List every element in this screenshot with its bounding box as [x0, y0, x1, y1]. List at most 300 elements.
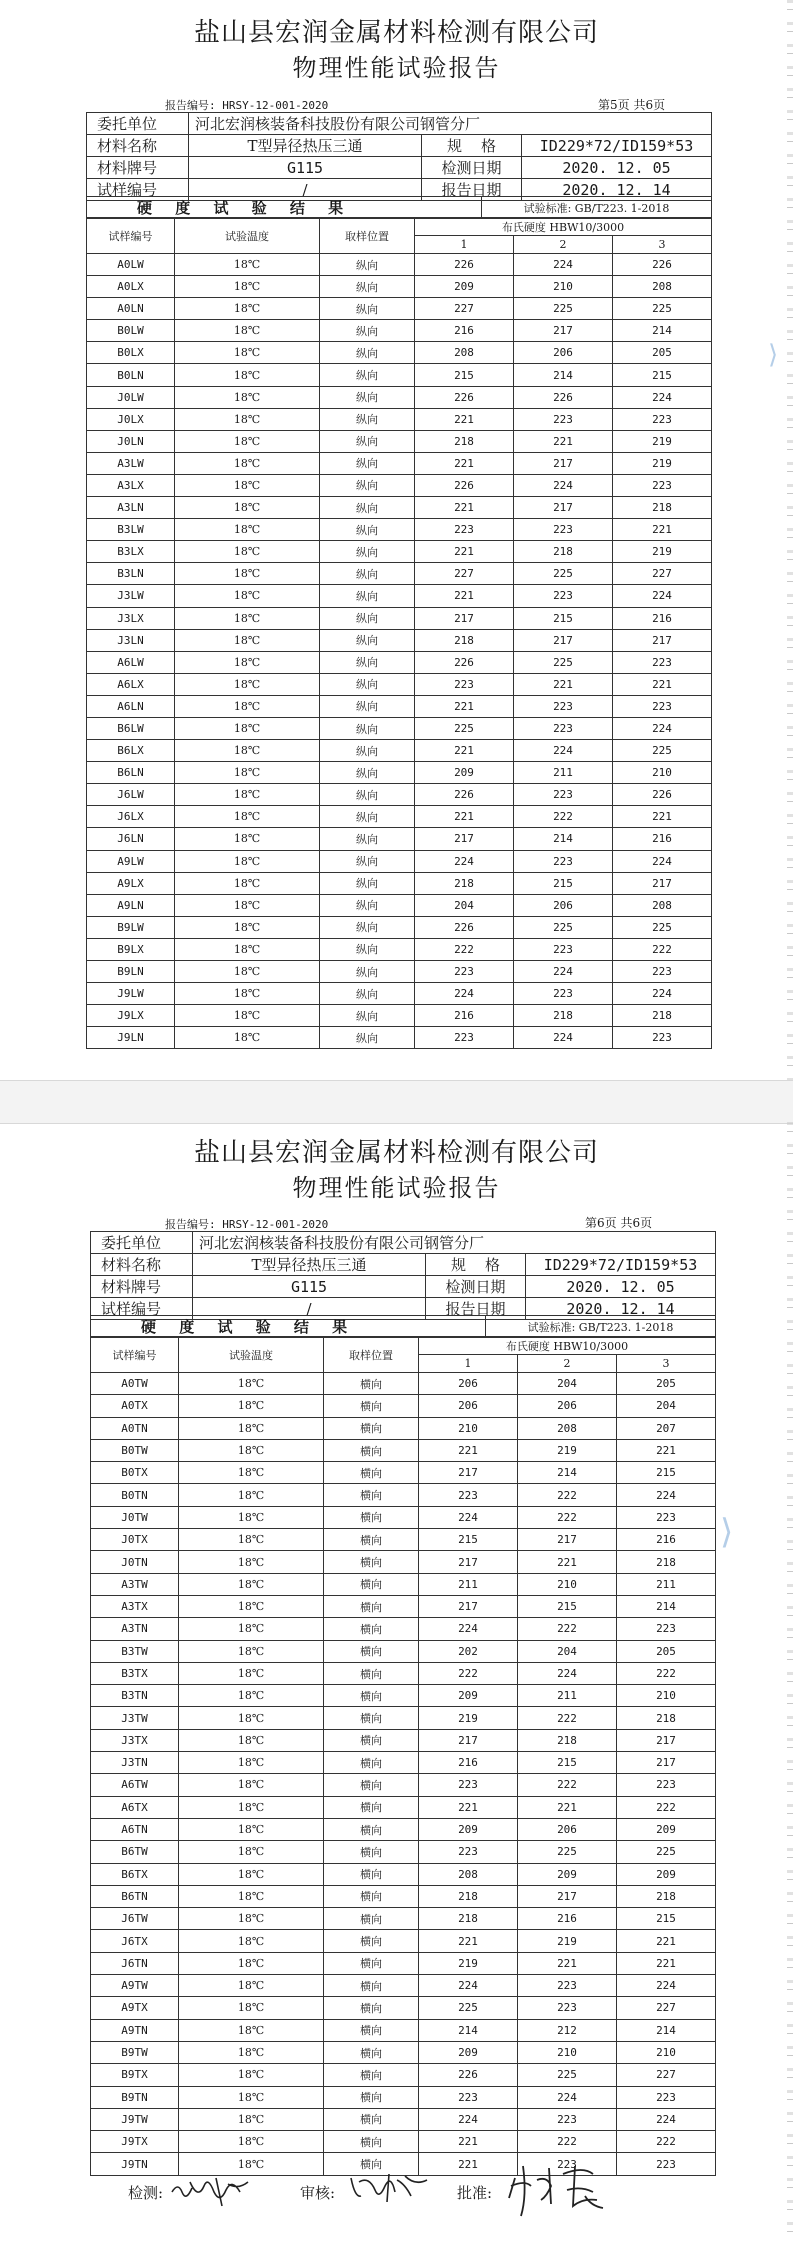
- spec-value: ID229*72/ID159*53: [526, 1254, 716, 1276]
- cell-hb-1: 227: [415, 563, 514, 585]
- cell-temp: 18℃: [175, 607, 320, 629]
- col-header-1: 1: [415, 236, 514, 254]
- cell-hb-1: 217: [419, 1729, 518, 1751]
- table-row: [87, 850, 712, 872]
- col-header-2: 2: [514, 236, 613, 254]
- cell-sample-id: B9TN: [91, 2086, 179, 2108]
- cell-temp: 18℃: [175, 541, 320, 563]
- cell-hb-1: 221: [419, 1439, 518, 1461]
- cell-hb-2: 222: [518, 1707, 617, 1729]
- cell-hb-3: 221: [613, 806, 712, 828]
- cell-temp: 18℃: [175, 408, 320, 430]
- cell-temp: 18℃: [175, 320, 320, 342]
- cell-hb-1: 219: [419, 1707, 518, 1729]
- cell-hb-3: 224: [613, 983, 712, 1005]
- client-label: 委托单位: [87, 113, 189, 135]
- section-title: 硬 度 试 验 结 果: [91, 1316, 486, 1338]
- test-date-value: 2020. 12. 05: [522, 157, 712, 179]
- cell-hb-3: 207: [617, 1417, 716, 1439]
- cell-hb-1: 224: [419, 1618, 518, 1640]
- cell-temp: 18℃: [179, 1662, 324, 1684]
- cell-hb-1: 221: [415, 408, 514, 430]
- cell-hb-2: 209: [518, 1863, 617, 1885]
- cell-hb-3: 217: [613, 629, 712, 651]
- cell-temp: 18℃: [175, 717, 320, 739]
- cell-temp: 18℃: [179, 1930, 324, 1952]
- sample-label: 试样编号: [91, 1298, 193, 1320]
- sample-label: 试样编号: [87, 179, 189, 201]
- test-standard: 试验标准: GB/T223. 1-2018: [482, 197, 712, 219]
- cell-position: 横向: [324, 2019, 419, 2041]
- cell-hb-2: 225: [514, 916, 613, 938]
- cell-sample-id: B9LN: [87, 961, 175, 983]
- cell-temp: 18℃: [175, 276, 320, 298]
- cell-hb-2: 206: [514, 894, 613, 916]
- cell-hb-1: 225: [415, 717, 514, 739]
- cell-hb-3: 226: [613, 784, 712, 806]
- cell-hb-2: 222: [518, 1484, 617, 1506]
- cell-hb-3: 224: [613, 717, 712, 739]
- cell-hb-1: 227: [415, 298, 514, 320]
- cell-hb-1: 221: [415, 740, 514, 762]
- cell-temp: 18℃: [179, 1841, 324, 1863]
- cell-position: 纵向: [320, 276, 415, 298]
- col-header-hardness: 布氏硬度 HBW10/3000: [415, 218, 712, 236]
- table-row: [91, 1484, 716, 1506]
- cell-hb-1: 208: [419, 1863, 518, 1885]
- cell-hb-1: 226: [415, 651, 514, 673]
- cell-sample-id: B3LW: [87, 519, 175, 541]
- cell-hb-1: 223: [419, 2086, 518, 2108]
- cell-hb-1: 204: [415, 894, 514, 916]
- cell-position: 横向: [324, 1796, 419, 1818]
- cell-temp: 18℃: [175, 916, 320, 938]
- cell-hb-1: 224: [415, 850, 514, 872]
- cell-position: 纵向: [320, 938, 415, 960]
- cell-hb-2: 223: [514, 784, 613, 806]
- cell-hb-3: 221: [617, 1439, 716, 1461]
- table-row: [91, 1997, 716, 2019]
- cell-temp: 18℃: [179, 1774, 324, 1796]
- table-row: [91, 1774, 716, 1796]
- cell-hb-2: 225: [514, 298, 613, 320]
- cell-position: 纵向: [320, 452, 415, 474]
- cell-position: 横向: [324, 1685, 419, 1707]
- cell-hb-2: 225: [518, 2064, 617, 2086]
- cell-position: 横向: [324, 1841, 419, 1863]
- reviewer-signature: [345, 2168, 435, 2208]
- cell-temp: 18℃: [179, 1818, 324, 1840]
- cell-position: 纵向: [320, 983, 415, 1005]
- cell-hb-1: 221: [415, 695, 514, 717]
- cell-temp: 18℃: [175, 254, 320, 276]
- cell-hb-3: 205: [613, 342, 712, 364]
- cell-hb-3: 227: [617, 1997, 716, 2019]
- spec-label: 规 格: [422, 135, 522, 157]
- table-row: [87, 563, 712, 585]
- cell-hb-3: 208: [613, 894, 712, 916]
- cell-hb-1: 221: [415, 541, 514, 563]
- table-row: [91, 1551, 716, 1573]
- spec-value: ID229*72/ID159*53: [522, 135, 712, 157]
- cell-hb-3: 204: [617, 1395, 716, 1417]
- cell-temp: 18℃: [179, 2064, 324, 2086]
- cell-hb-2: 223: [514, 408, 613, 430]
- cell-position: 纵向: [320, 607, 415, 629]
- cell-hb-1: 221: [419, 2153, 518, 2175]
- cell-hb-3: 210: [613, 762, 712, 784]
- cell-sample-id: A3TN: [91, 1618, 179, 1640]
- cell-hb-2: 218: [514, 1005, 613, 1027]
- cell-hb-3: 205: [617, 1373, 716, 1395]
- approver-label: 批准:: [457, 2184, 493, 2202]
- company-name: 盐山县宏润金属材料检测有限公司: [193, 1138, 599, 1168]
- grade-label: 材料牌号: [87, 157, 189, 179]
- col-header-1: 1: [419, 1355, 518, 1373]
- cell-sample-id: J3LX: [87, 607, 175, 629]
- cell-temp: 18℃: [179, 1573, 324, 1595]
- cell-hb-3: 224: [613, 850, 712, 872]
- cell-hb-1: 208: [415, 342, 514, 364]
- col-header-3: 3: [613, 236, 712, 254]
- cell-hb-2: 222: [518, 2131, 617, 2153]
- cell-sample-id: A6TX: [91, 1796, 179, 1818]
- cell-hb-1: 219: [419, 1952, 518, 1974]
- cell-hb-1: 215: [419, 1529, 518, 1551]
- tester-label: 检测:: [128, 2184, 164, 2202]
- cell-hb-1: 226: [415, 916, 514, 938]
- material-name-value: T型异径热压三通: [189, 135, 422, 157]
- cell-hb-1: 216: [419, 1752, 518, 1774]
- cell-temp: 18℃: [179, 1729, 324, 1751]
- cell-temp: 18℃: [179, 2019, 324, 2041]
- cell-hb-2: 219: [518, 1930, 617, 1952]
- cell-temp: 18℃: [175, 497, 320, 519]
- table-row: [91, 2131, 716, 2153]
- cell-hb-2: 214: [518, 1462, 617, 1484]
- cell-hb-3: 218: [613, 497, 712, 519]
- cell-hb-1: 221: [419, 1930, 518, 1952]
- cell-sample-id: J3LN: [87, 629, 175, 651]
- material-name-value: T型异径热压三通: [193, 1254, 426, 1276]
- cell-position: 横向: [324, 1662, 419, 1684]
- cell-hb-3: 226: [613, 254, 712, 276]
- cell-temp: 18℃: [175, 519, 320, 541]
- cell-hb-1: 223: [419, 1774, 518, 1796]
- cell-sample-id: J6TX: [91, 1930, 179, 1952]
- cell-position: 纵向: [320, 386, 415, 408]
- table-row: [87, 320, 712, 342]
- cell-hb-3: 219: [613, 430, 712, 452]
- cell-hb-1: 226: [415, 784, 514, 806]
- cell-sample-id: J0LN: [87, 430, 175, 452]
- tester-signature: [168, 2170, 258, 2210]
- cell-hb-2: 216: [518, 1908, 617, 1930]
- cell-hb-3: 205: [617, 1640, 716, 1662]
- cell-position: 横向: [324, 2086, 419, 2108]
- cell-position: 横向: [324, 1395, 419, 1417]
- cell-temp: 18℃: [175, 961, 320, 983]
- table-row: [91, 1662, 716, 1684]
- cell-hb-2: 223: [514, 519, 613, 541]
- cell-sample-id: B3TW: [91, 1640, 179, 1662]
- cell-hb-1: 217: [419, 1595, 518, 1617]
- cell-position: 纵向: [320, 806, 415, 828]
- table-row: [87, 276, 712, 298]
- cell-sample-id: A9LN: [87, 894, 175, 916]
- cell-hb-1: 221: [419, 2131, 518, 2153]
- cell-temp: 18℃: [179, 1640, 324, 1662]
- cell-sample-id: J9TN: [91, 2153, 179, 2175]
- cell-temp: 18℃: [179, 1462, 324, 1484]
- table-row: [91, 1885, 716, 1907]
- cell-hb-1: 224: [419, 1975, 518, 1997]
- table-row: [91, 1908, 716, 1930]
- cell-sample-id: B6LW: [87, 717, 175, 739]
- cell-temp: 18℃: [179, 2131, 324, 2153]
- cell-position: 横向: [324, 1529, 419, 1551]
- cell-sample-id: B9TW: [91, 2041, 179, 2063]
- cell-sample-id: A9TW: [91, 1975, 179, 1997]
- table-row: [87, 740, 712, 762]
- table-row: [91, 1796, 716, 1818]
- cell-hb-3: 216: [617, 1529, 716, 1551]
- cell-sample-id: A6TW: [91, 1774, 179, 1796]
- cell-sample-id: J9LN: [87, 1027, 175, 1049]
- cell-temp: 18℃: [175, 1005, 320, 1027]
- cell-position: 纵向: [320, 585, 415, 607]
- cell-sample-id: A0LN: [87, 298, 175, 320]
- cell-hb-2: 212: [518, 2019, 617, 2041]
- cell-hb-2: 214: [514, 828, 613, 850]
- company-name: 盐山县宏润金属材料检测有限公司: [193, 18, 599, 48]
- table-row: [87, 673, 712, 695]
- cell-hb-1: 217: [415, 828, 514, 850]
- table-row: [87, 1027, 712, 1049]
- cell-hb-1: 221: [415, 585, 514, 607]
- cell-hb-1: 223: [415, 1027, 514, 1049]
- cell-hb-2: 224: [514, 961, 613, 983]
- cell-sample-id: B0TX: [91, 1462, 179, 1484]
- cell-hb-3: 214: [617, 2019, 716, 2041]
- report-date-label: 报告日期: [422, 179, 522, 201]
- cell-hb-3: 208: [613, 276, 712, 298]
- cell-hb-2: 222: [518, 1618, 617, 1640]
- cell-hb-1: 226: [415, 386, 514, 408]
- cell-hb-1: 223: [415, 673, 514, 695]
- cell-sample-id: B6LN: [87, 762, 175, 784]
- cell-position: 纵向: [320, 497, 415, 519]
- cell-hb-1: 222: [419, 1662, 518, 1684]
- cell-temp: 18℃: [179, 2153, 324, 2175]
- cell-hb-3: 223: [617, 2153, 716, 2175]
- cell-sample-id: A6TN: [91, 1818, 179, 1840]
- cell-temp: 18℃: [179, 1484, 324, 1506]
- cell-hb-1: 211: [419, 1573, 518, 1595]
- cell-position: 纵向: [320, 342, 415, 364]
- cell-temp: 18℃: [179, 1863, 324, 1885]
- cell-position: 纵向: [320, 408, 415, 430]
- cell-hb-3: 215: [613, 364, 712, 386]
- cell-hb-3: 209: [617, 1863, 716, 1885]
- table-row: [91, 1595, 716, 1617]
- cell-position: 横向: [324, 1484, 419, 1506]
- table-row: [87, 364, 712, 386]
- page-number: 第6页 共6页: [585, 1216, 653, 1230]
- table-row: [91, 1573, 716, 1595]
- cell-hb-1: 221: [415, 497, 514, 519]
- cell-hb-2: 223: [514, 585, 613, 607]
- cell-sample-id: B0TN: [91, 1484, 179, 1506]
- table-row: [87, 938, 712, 960]
- cell-hb-2: 210: [518, 1573, 617, 1595]
- cell-hb-1: 218: [419, 1885, 518, 1907]
- table-row: [91, 2041, 716, 2063]
- cell-hb-2: 217: [514, 629, 613, 651]
- cell-hb-2: 217: [514, 497, 613, 519]
- cell-hb-2: 214: [514, 364, 613, 386]
- cell-position: 纵向: [320, 430, 415, 452]
- cell-hb-2: 210: [514, 276, 613, 298]
- cell-temp: 18℃: [179, 1395, 324, 1417]
- cell-hb-2: 222: [514, 806, 613, 828]
- cell-sample-id: J0TW: [91, 1506, 179, 1528]
- cell-position: 横向: [324, 1752, 419, 1774]
- cell-hb-1: 221: [419, 1796, 518, 1818]
- cell-sample-id: B6TN: [91, 1885, 179, 1907]
- cell-sample-id: J3TN: [91, 1752, 179, 1774]
- cell-hb-3: 210: [617, 2041, 716, 2063]
- cell-hb-2: 204: [518, 1373, 617, 1395]
- cell-hb-3: 221: [613, 673, 712, 695]
- cell-hb-3: 225: [613, 740, 712, 762]
- cell-sample-id: A9LW: [87, 850, 175, 872]
- report-page-5: [0, 0, 793, 1080]
- reviewer-label: 审核:: [300, 2184, 336, 2202]
- cell-hb-2: 223: [514, 695, 613, 717]
- cell-hb-3: 225: [617, 1841, 716, 1863]
- cell-position: 横向: [324, 1729, 419, 1751]
- cell-temp: 18℃: [175, 364, 320, 386]
- cell-hb-1: 217: [415, 607, 514, 629]
- cell-hb-1: 226: [415, 474, 514, 496]
- table-row: [87, 342, 712, 364]
- cell-hb-2: 206: [518, 1818, 617, 1840]
- cell-sample-id: J9TX: [91, 2131, 179, 2153]
- material-name-label: 材料名称: [91, 1254, 193, 1276]
- cell-hb-1: 226: [415, 254, 514, 276]
- cell-hb-1: 216: [415, 1005, 514, 1027]
- cell-temp: 18℃: [179, 1618, 324, 1640]
- test-date-label: 检测日期: [426, 1276, 526, 1298]
- cell-temp: 18℃: [175, 872, 320, 894]
- cell-hb-2: 210: [518, 2041, 617, 2063]
- cell-temp: 18℃: [179, 1752, 324, 1774]
- table-row: [87, 961, 712, 983]
- cell-hb-3: 223: [613, 1027, 712, 1049]
- cell-temp: 18℃: [175, 938, 320, 960]
- cell-position: 横向: [324, 1863, 419, 1885]
- cell-hb-1: 224: [419, 1506, 518, 1528]
- cell-hb-1: 224: [419, 2108, 518, 2130]
- cell-sample-id: J9LX: [87, 1005, 175, 1027]
- client-value: 河北宏润核装备科技股份有限公司钢管分厂: [189, 113, 712, 135]
- table-row: [91, 1462, 716, 1484]
- cell-hb-2: 206: [514, 342, 613, 364]
- cell-hb-1: 215: [415, 364, 514, 386]
- cell-position: 横向: [324, 1506, 419, 1528]
- cell-temp: 18℃: [179, 1417, 324, 1439]
- cell-temp: 18℃: [175, 563, 320, 585]
- table-row: [91, 1395, 716, 1417]
- cell-position: 横向: [324, 1462, 419, 1484]
- cell-position: 纵向: [320, 1027, 415, 1049]
- approver-signature: [505, 2160, 615, 2220]
- cell-hb-3: 219: [613, 541, 712, 563]
- cell-temp: 18℃: [175, 452, 320, 474]
- cell-sample-id: B0LN: [87, 364, 175, 386]
- cell-hb-2: 223: [518, 2153, 617, 2175]
- table-row: [91, 1752, 716, 1774]
- cell-temp: 18℃: [179, 1796, 324, 1818]
- cell-temp: 18℃: [175, 673, 320, 695]
- cell-sample-id: B6LX: [87, 740, 175, 762]
- cell-hb-3: 223: [613, 961, 712, 983]
- table-row: [91, 1863, 716, 1885]
- cell-hb-2: 223: [518, 1997, 617, 2019]
- table-row: [87, 762, 712, 784]
- cell-hb-3: 217: [617, 1729, 716, 1751]
- cell-hb-2: 217: [514, 452, 613, 474]
- cell-position: 横向: [324, 1439, 419, 1461]
- cell-temp: 18℃: [175, 342, 320, 364]
- cell-hb-2: 223: [518, 1975, 617, 1997]
- cell-hb-3: 215: [617, 1908, 716, 1930]
- cell-sample-id: A3TW: [91, 1573, 179, 1595]
- cell-hb-3: 224: [617, 1484, 716, 1506]
- cell-hb-3: 223: [617, 1506, 716, 1528]
- cell-hb-2: 211: [514, 762, 613, 784]
- table-row: [87, 408, 712, 430]
- cell-hb-3: 222: [617, 1662, 716, 1684]
- cell-sample-id: B0LW: [87, 320, 175, 342]
- cell-sample-id: A9TN: [91, 2019, 179, 2041]
- material-name-label: 材料名称: [87, 135, 189, 157]
- cell-hb-3: 222: [613, 938, 712, 960]
- cell-hb-1: 209: [419, 1818, 518, 1840]
- cell-position: 横向: [324, 1417, 419, 1439]
- table-row: [91, 1930, 716, 1952]
- col-header-hardness: 布氏硬度 HBW10/3000: [419, 1337, 716, 1355]
- cell-hb-3: 225: [613, 916, 712, 938]
- cell-position: 横向: [324, 2041, 419, 2063]
- page-separator: [0, 1080, 793, 1124]
- test-date-label: 检测日期: [422, 157, 522, 179]
- table-row: [91, 1506, 716, 1528]
- cell-temp: 18℃: [175, 806, 320, 828]
- cell-position: 纵向: [320, 254, 415, 276]
- cell-temp: 18℃: [175, 585, 320, 607]
- table-row: [91, 1373, 716, 1395]
- cell-hb-1: 218: [419, 1908, 518, 1930]
- cell-hb-2: 226: [514, 386, 613, 408]
- col-header-id: 试样编号: [91, 1337, 179, 1373]
- cell-position: 纵向: [320, 1005, 415, 1027]
- cell-position: 纵向: [320, 298, 415, 320]
- table-row: [87, 651, 712, 673]
- cell-sample-id: A6LN: [87, 695, 175, 717]
- col-header-id: 试样编号: [87, 218, 175, 254]
